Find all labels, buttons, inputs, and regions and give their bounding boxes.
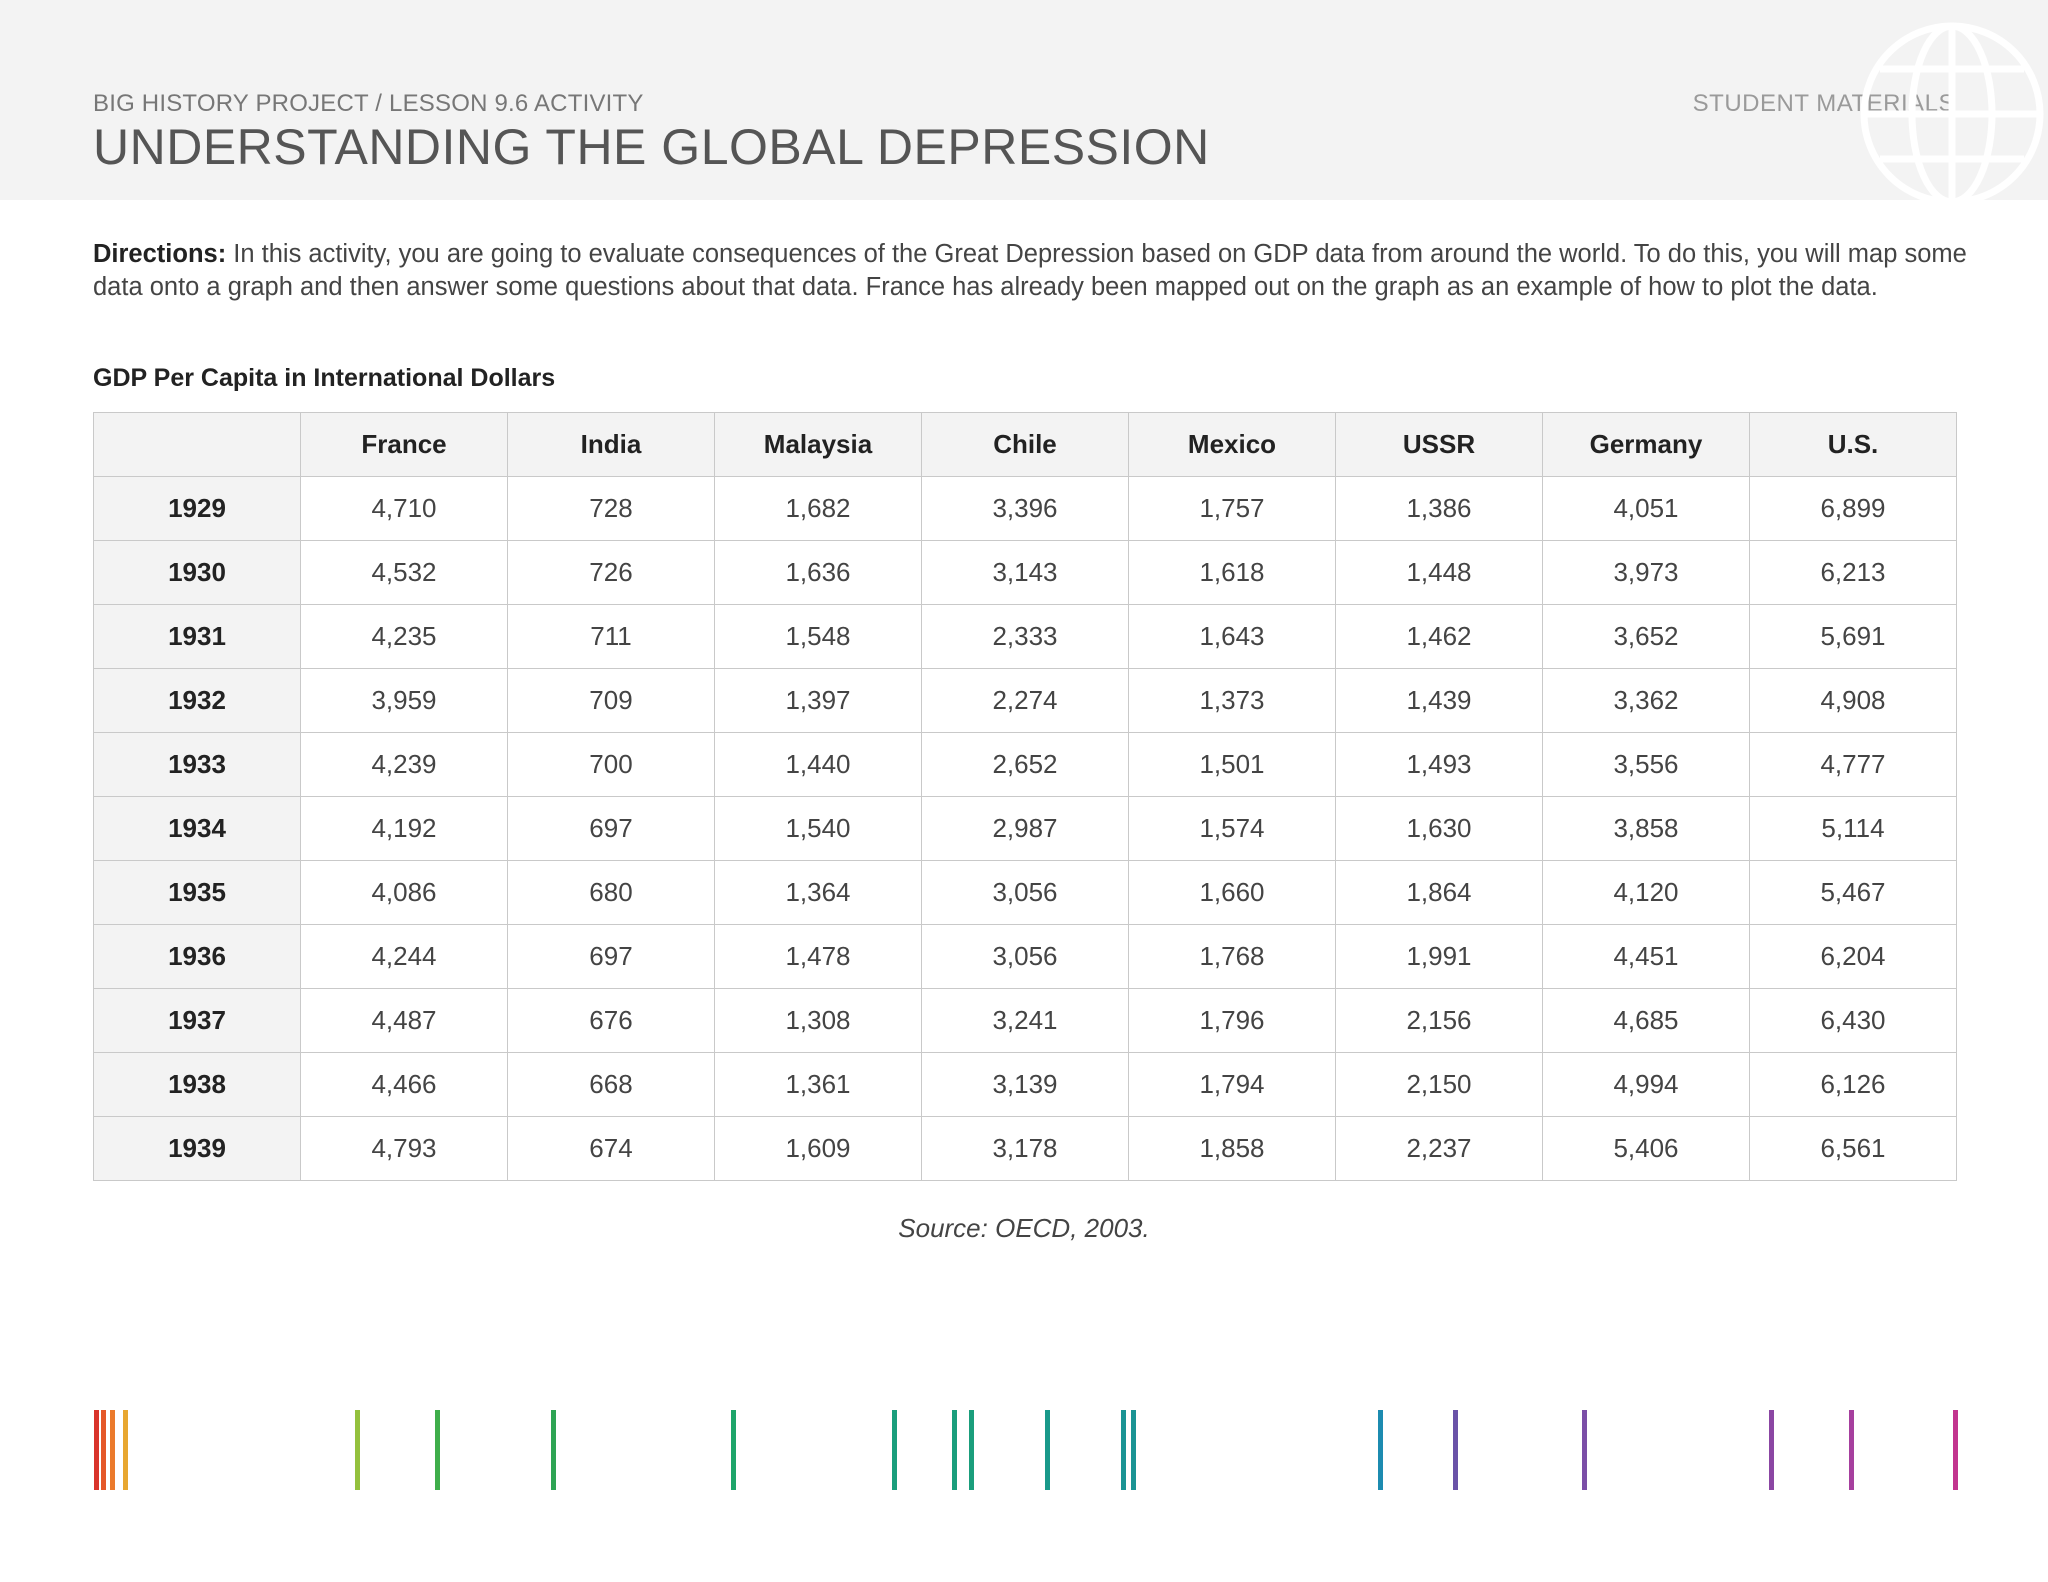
table-cell: 1,386 <box>1336 477 1543 541</box>
table-cell: 5,114 <box>1750 797 1957 861</box>
row-year: 1934 <box>94 797 301 861</box>
timeline-stripe <box>1131 1410 1136 1490</box>
color-timeline-bar <box>0 1410 2048 1490</box>
table-cell: 5,691 <box>1750 605 1957 669</box>
column-header: USSR <box>1336 413 1543 477</box>
table-cell: 3,178 <box>922 1117 1129 1181</box>
table-cell: 4,244 <box>301 925 508 989</box>
timeline-stripe <box>969 1410 974 1490</box>
table-cell: 4,685 <box>1543 989 1750 1053</box>
table-row <box>94 605 1957 669</box>
column-header: Malaysia <box>715 413 922 477</box>
table-cell: 1,864 <box>1336 861 1543 925</box>
table-row <box>94 669 1957 733</box>
table-cell: 1,373 <box>1129 669 1336 733</box>
table-cell: 728 <box>508 477 715 541</box>
table-cell: 1,361 <box>715 1053 922 1117</box>
header-band <box>0 0 2048 200</box>
timeline-stripe <box>435 1410 440 1490</box>
table-cell: 4,235 <box>301 605 508 669</box>
table-cell: 3,858 <box>1543 797 1750 861</box>
table-cell: 1,618 <box>1129 541 1336 605</box>
table-cell: 1,540 <box>715 797 922 861</box>
timeline-stripe <box>355 1410 360 1490</box>
table-cell: 6,430 <box>1750 989 1957 1053</box>
table-cell: 1,462 <box>1336 605 1543 669</box>
table-cell: 1,548 <box>715 605 922 669</box>
table-cell: 668 <box>508 1053 715 1117</box>
row-year: 1935 <box>94 861 301 925</box>
timeline-stripe <box>1453 1410 1458 1490</box>
timeline-stripe <box>731 1410 736 1490</box>
table-cell: 5,406 <box>1543 1117 1750 1181</box>
page-title: UNDERSTANDING THE GLOBAL DEPRESSION <box>93 119 1210 175</box>
table-cell: 2,333 <box>922 605 1129 669</box>
table-cell: 711 <box>508 605 715 669</box>
table-cell: 3,396 <box>922 477 1129 541</box>
gdp-table <box>93 412 1957 1181</box>
table-cell: 726 <box>508 541 715 605</box>
table-cell: 676 <box>508 989 715 1053</box>
timeline-stripe <box>551 1410 556 1490</box>
table-cell: 4,710 <box>301 477 508 541</box>
table-cell: 6,204 <box>1750 925 1957 989</box>
timeline-stripe <box>101 1410 106 1490</box>
table-cell: 6,561 <box>1750 1117 1957 1181</box>
row-year: 1933 <box>94 733 301 797</box>
table-row <box>94 797 1957 861</box>
table-cell: 3,056 <box>922 925 1129 989</box>
timeline-stripe <box>1849 1410 1854 1490</box>
table-row <box>94 1053 1957 1117</box>
table-row <box>94 925 1957 989</box>
table-cell: 3,652 <box>1543 605 1750 669</box>
timeline-stripe <box>1769 1410 1774 1490</box>
breadcrumb: BIG HISTORY PROJECT / LESSON 9.6 ACTIVITY <box>93 90 644 117</box>
table-cell: 1,364 <box>715 861 922 925</box>
timeline-stripe <box>110 1410 115 1490</box>
table-cell: 4,192 <box>301 797 508 861</box>
table-cell: 1,660 <box>1129 861 1336 925</box>
table-cell: 1,991 <box>1336 925 1543 989</box>
table-cell: 2,237 <box>1336 1117 1543 1181</box>
table-cell: 1,609 <box>715 1117 922 1181</box>
table-cell: 4,793 <box>301 1117 508 1181</box>
globe-icon <box>1852 14 2048 200</box>
table-cell: 3,362 <box>1543 669 1750 733</box>
table-cell: 2,150 <box>1336 1053 1543 1117</box>
table-cell: 4,051 <box>1543 477 1750 541</box>
table-cell: 1,768 <box>1129 925 1336 989</box>
table-cell: 1,858 <box>1129 1117 1336 1181</box>
table-cell: 4,532 <box>301 541 508 605</box>
table-cell: 1,439 <box>1336 669 1543 733</box>
table-cell: 4,908 <box>1750 669 1957 733</box>
table-cell: 3,143 <box>922 541 1129 605</box>
table-cell: 2,652 <box>922 733 1129 797</box>
table-cell: 4,239 <box>301 733 508 797</box>
table-row <box>94 541 1957 605</box>
table-cell: 4,086 <box>301 861 508 925</box>
table-corner-cell <box>94 413 301 477</box>
table-cell: 1,682 <box>715 477 922 541</box>
table-body <box>94 477 1957 1181</box>
column-header: France <box>301 413 508 477</box>
table-cell: 1,493 <box>1336 733 1543 797</box>
table-cell: 2,156 <box>1336 989 1543 1053</box>
column-header: Germany <box>1543 413 1750 477</box>
timeline-stripe <box>1582 1410 1587 1490</box>
row-year: 1938 <box>94 1053 301 1117</box>
table-cell: 1,643 <box>1129 605 1336 669</box>
table-cell: 4,451 <box>1543 925 1750 989</box>
table-cell: 4,994 <box>1543 1053 1750 1117</box>
table-cell: 1,478 <box>715 925 922 989</box>
timeline-stripe <box>123 1410 128 1490</box>
table-cell: 1,574 <box>1129 797 1336 861</box>
table-row <box>94 477 1957 541</box>
timeline-stripe <box>892 1410 897 1490</box>
row-year: 1937 <box>94 989 301 1053</box>
table-cell: 4,777 <box>1750 733 1957 797</box>
timeline-stripe <box>94 1410 99 1490</box>
table-cell: 4,466 <box>301 1053 508 1117</box>
table-cell: 4,120 <box>1543 861 1750 925</box>
table-cell: 697 <box>508 925 715 989</box>
table-cell: 3,959 <box>301 669 508 733</box>
table-cell: 697 <box>508 797 715 861</box>
table-source: Source: OECD, 2003. <box>898 1213 1150 1243</box>
timeline-stripe <box>952 1410 957 1490</box>
timeline-stripe <box>1378 1410 1383 1490</box>
table-cell: 1,448 <box>1336 541 1543 605</box>
directions-paragraph <box>93 238 1973 304</box>
table-cell: 2,274 <box>922 669 1129 733</box>
table-cell: 3,556 <box>1543 733 1750 797</box>
table-cell: 1,630 <box>1336 797 1543 861</box>
table-caption: GDP Per Capita in International Dollars <box>93 364 556 392</box>
table-cell: 3,973 <box>1543 541 1750 605</box>
table-cell: 1,308 <box>715 989 922 1053</box>
table-header-row <box>94 413 1957 477</box>
table-cell: 3,139 <box>922 1053 1129 1117</box>
table-cell: 6,126 <box>1750 1053 1957 1117</box>
table-cell: 1,796 <box>1129 989 1336 1053</box>
table-row <box>94 733 1957 797</box>
column-header: Chile <box>922 413 1129 477</box>
table-cell: 1,397 <box>715 669 922 733</box>
table-cell: 1,636 <box>715 541 922 605</box>
timeline-stripe <box>1045 1410 1050 1490</box>
table-cell: 1,757 <box>1129 477 1336 541</box>
table-cell: 6,899 <box>1750 477 1957 541</box>
table-cell: 674 <box>508 1117 715 1181</box>
row-year: 1932 <box>94 669 301 733</box>
directions-text: In this activity, you are going to evaluate consequences of the Great Depression based on GDP data from around the world. To do this, you will map some data onto a graph and then answer some questions about that data. France has already been mapped out on the graph as an example of how to plot the data. <box>93 240 1967 301</box>
timeline-stripe <box>1953 1410 1958 1490</box>
row-year: 1931 <box>94 605 301 669</box>
row-year: 1936 <box>94 925 301 989</box>
timeline-stripe <box>1121 1410 1126 1490</box>
table-cell: 5,467 <box>1750 861 1957 925</box>
table-cell: 3,241 <box>922 989 1129 1053</box>
column-header: India <box>508 413 715 477</box>
column-header: Mexico <box>1129 413 1336 477</box>
table-row <box>94 989 1957 1053</box>
table-cell: 1,440 <box>715 733 922 797</box>
table-cell: 1,501 <box>1129 733 1336 797</box>
table-cell: 3,056 <box>922 861 1129 925</box>
directions-label: Directions: <box>93 240 227 268</box>
row-year: 1930 <box>94 541 301 605</box>
row-year: 1939 <box>94 1117 301 1181</box>
table-cell: 709 <box>508 669 715 733</box>
table-cell: 4,487 <box>301 989 508 1053</box>
table-cell: 700 <box>508 733 715 797</box>
table-row <box>94 1117 1957 1181</box>
table-cell: 1,794 <box>1129 1053 1336 1117</box>
table-cell: 2,987 <box>922 797 1129 861</box>
row-year: 1929 <box>94 477 301 541</box>
column-header: U.S. <box>1750 413 1957 477</box>
student-materials-label: STUDENT MATERIALS <box>1692 90 1955 117</box>
table-cell: 680 <box>508 861 715 925</box>
table-row <box>94 861 1957 925</box>
table-cell: 6,213 <box>1750 541 1957 605</box>
